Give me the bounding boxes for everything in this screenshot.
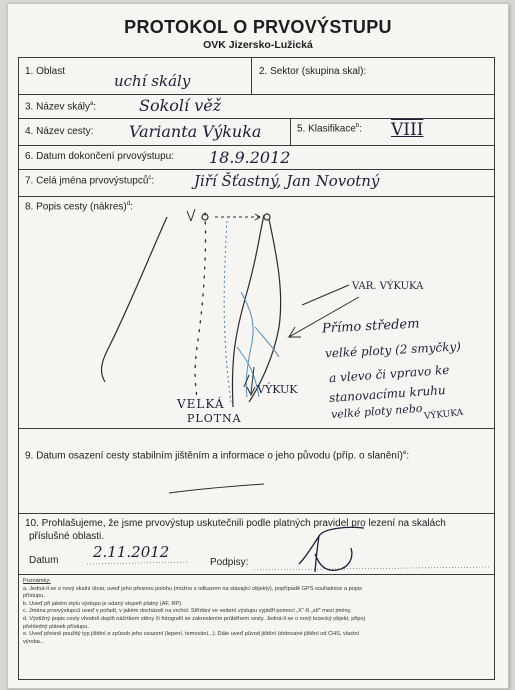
var-vykuka-label: VAR. VÝKUKA [352, 281, 424, 292]
footnote-line: přístupu. [23, 593, 45, 600]
footnote-line: e. Uveď přesně použitý typ jištění a způsob jeho osazení (lepení, temování...). Dále uveď původ jištění (dotované jištění od ČHS, vlastní [23, 631, 360, 638]
datum-value[interactable]: 2.11.2012 [93, 543, 170, 561]
prohlaseni-text-2: příslušné oblasti. [29, 531, 105, 542]
datum-dokonceni-label: 6. Datum dokončení prvovýstupu: [25, 151, 174, 162]
nazev-cesty-label: 4. Název cesty: [25, 126, 94, 137]
jmena-label: 7. Celá jména prvovýstupců$^c$: [25, 175, 155, 187]
footnote-line: výroba... [23, 638, 45, 645]
row-popis-cesty [18, 196, 495, 429]
row-oblast-sektor [18, 57, 495, 95]
footnotes [18, 574, 495, 680]
nazev-skaly-label: 3. Název skály$^a$: [25, 101, 97, 113]
row-prohlaseni [18, 513, 495, 575]
footnote-line: c. Jména prvovýstupců uveď v pořadí, v jakém docházeli na vrchol. Střídání ve vedení výstupu vyjádři pomocí „X“ či „st/“ mezi jmény. [23, 608, 352, 615]
datum-label: Datum [29, 555, 59, 566]
anchor-ring-right [264, 214, 270, 220]
sketch-desc-1: Přímo středem [321, 316, 420, 337]
prohlaseni-text: 10. Prohlašujeme, že jsme prvovýstup uskutečnili podle platných pravidel pro lezení na skalách [25, 518, 446, 529]
jmena-value[interactable]: Jiří Šťastný, Jan Novotný [194, 172, 380, 190]
sektor-label: 2. Sektor (skupina skal): [259, 66, 367, 77]
podpisy-label: Podpisy: [210, 557, 249, 568]
row-datum-dokonceni [18, 145, 495, 170]
oblast-value[interactable]: uchí skály [114, 72, 191, 90]
footnote-line: b. Uveď při jakém stylu výstupu je udaný stupeň platný (AF, RP). [23, 600, 183, 607]
page-title: PROTOKOL O PRVOVÝSTUPU [124, 17, 392, 37]
sketch-desc-2: velké ploty (2 smyčky) [324, 339, 462, 361]
protocol-sheet [7, 3, 509, 689]
row-nazev-skaly [18, 94, 495, 119]
footnote-line: d. Výstižný popis cesty vhodně doplň náčrtkem stěny či fotografií se zakreslením průběhem cesty. Jedná-li se o nový lezecký objekt, připoj [23, 615, 365, 622]
signature [19, 514, 494, 574]
footnote-line: přehledný plánek přístupu. [23, 623, 89, 630]
sketch-desc-6: VÝKUKA [423, 407, 464, 423]
row-osazeni [18, 428, 495, 514]
page-subtitle: OVK Jizersko-Lužická [203, 39, 313, 51]
nazev-skaly-value[interactable]: Sokolí věž [139, 96, 222, 115]
sketch-desc-5: velké ploty nebo [330, 401, 423, 422]
klasifikace-label: 5. Klasifikace$^b$: [297, 123, 363, 135]
plotna-label: PLOTNA [187, 412, 242, 425]
oblast-label: 1. Oblast [25, 66, 66, 77]
footnotes-title: Poznámky: [23, 578, 51, 584]
sketch-desc-3: a vlevo či vpravo ke [328, 362, 450, 386]
nazev-cesty-value[interactable]: Varianta Výkuka [129, 122, 262, 141]
footnote-line: a. Jedná-li se o nový skalní útvar, uveď jeho přesnou polohu (možno s odkazem na stávající objekty), popřípadě GPS souřadnice a popis [23, 585, 362, 592]
popis-cesty-label: 8. Popis cesty (nákres)$^d$: [25, 201, 133, 213]
velka-label: VELKÁ [177, 397, 225, 411]
datum-dokonceni-value[interactable]: 18.9.2012 [209, 148, 291, 167]
klasifikace-value[interactable]: VIII [391, 120, 424, 140]
row-jmena [18, 169, 495, 197]
osazeni-stroke [19, 429, 494, 513]
sketch-desc-4: stanovacímu kruhu [328, 382, 447, 406]
osazeni-label: 9. Datum osazení cesty stabilním jištěním a informace o jeho původu (příp. o slanění)$^e$: [25, 450, 410, 462]
row-nazev-cesty [18, 118, 495, 146]
vykuk-label: VÝKUK [257, 383, 298, 396]
